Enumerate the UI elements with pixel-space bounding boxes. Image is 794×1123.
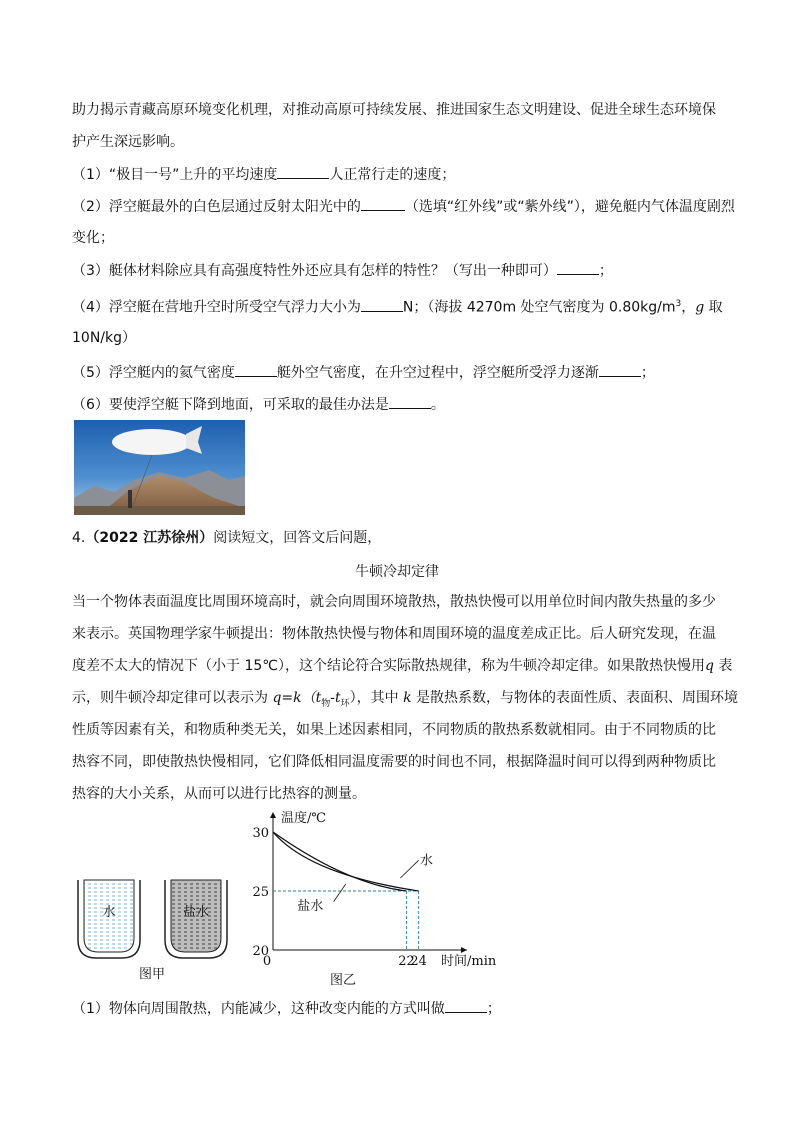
- y-tick-label: 25: [252, 885, 269, 900]
- intro-line-1: [72, 100, 716, 120]
- q4-para-line-5: [72, 720, 716, 740]
- airship-photo: [74, 420, 245, 515]
- figure-jia: [70, 870, 245, 985]
- q3-item-4: [72, 294, 723, 318]
- q3-2-blank[interactable]: [361, 196, 405, 211]
- q3-1-blank[interactable]: [277, 164, 329, 179]
- q4-p3-q: q: [705, 658, 714, 674]
- q4-1-text-b: ；: [486, 1001, 501, 1017]
- q4-para-line-6: [72, 752, 716, 772]
- series-label-water: 水: [419, 853, 433, 869]
- beaker-water: [78, 880, 140, 958]
- q3-3-blank[interactable]: [557, 260, 599, 275]
- beaker-saltwater-label: 盐水: [182, 905, 210, 920]
- beaker-water-label: 水: [102, 905, 116, 920]
- q3-4-g: g: [695, 299, 705, 316]
- q3-5-blank-2[interactable]: [599, 362, 641, 377]
- q4-sub-1: [72, 998, 501, 1019]
- q3-4-text-c: ，: [681, 299, 696, 316]
- q3-5-text-b: 艇外空气密度，在升空过程中，浮空艇所受浮力逐渐: [276, 365, 599, 381]
- x-tick-label: 0: [262, 954, 272, 969]
- q3-4-text-d: 取: [704, 299, 723, 316]
- q4-formula-sub-2: 环: [340, 698, 350, 709]
- q3-item-2: [72, 196, 735, 217]
- saltwater-leader: [334, 884, 346, 902]
- q3-item-6: [72, 394, 445, 415]
- x-tick-label: 24: [410, 954, 427, 969]
- q4-p6: 热容不同，即使散热快慢相同，它们降低相同温度需要的时间也不同，根据降温时间可以得到两种物质比: [72, 754, 716, 770]
- chart-series: [273, 832, 419, 950]
- q3-5-text-a: （5）浮空艇内的氦气密度: [72, 365, 235, 381]
- q3-4-text-b: N；（海拔 4270m 处空气密度为 0.80kg/m: [402, 299, 676, 316]
- q4-p2: 来表示。英国物理学家牛顿提出：物体散热快慢与物体和周围环境的温度差成正比。后人研究发现，在温: [72, 626, 716, 642]
- q3-2-text-b: （选填“红外线”或“紫外线”），避免艇内气体温度剧烈: [404, 199, 735, 215]
- q4-title-text: 牛顿冷却定律: [355, 564, 439, 580]
- q3-2-text-a: （2）浮空艇最外的白色层通过反射太阳光中的: [72, 199, 361, 215]
- q3-3-text-b: ；: [598, 263, 613, 279]
- q4-para-line-3: [72, 656, 732, 676]
- series-line-water: [273, 832, 419, 891]
- q4-p1: 当一个物体表面温度比周围环境高时，就会向周围环境散热，散热快慢可以用单位时间内散失热量的多少: [72, 594, 716, 610]
- q4-number: 4.: [72, 530, 86, 546]
- q3-item-5: [72, 362, 655, 383]
- q4-title: [0, 562, 794, 582]
- q4-p4-k: k: [403, 690, 412, 706]
- cooling-chart: [245, 808, 497, 988]
- intro-text-1: 助力揭示青藏高原环境变化机理，对推动高原可持续发展、推进国家生态文明建设、促进全球生态环境保: [72, 102, 716, 118]
- q4-1-text-a: （1）物体向周围散热，内能减少，这种改变内能的方式叫做: [72, 1001, 445, 1017]
- y-tick-label: 20: [252, 944, 269, 959]
- q3-4-text-e: 10N/kg）: [72, 330, 136, 346]
- q4-lead: 阅读短文，回答文后问题，: [213, 530, 382, 546]
- q4-1-blank[interactable]: [445, 998, 487, 1013]
- q4-p4-c: 是散热系数，与物体的表面性质、表面积、周围环境: [411, 690, 739, 706]
- q4-para-line-1: [72, 592, 716, 612]
- figure-jia-caption: 图甲: [138, 967, 166, 982]
- chart-labels: [252, 810, 496, 988]
- q4-para-line-4: [72, 688, 738, 714]
- q3-item-3: [72, 260, 613, 281]
- q3-item-2-cont: [72, 228, 114, 248]
- q3-5-text-c: ；: [640, 365, 655, 381]
- airship-body: [112, 429, 192, 455]
- x-axis-arrow: [461, 947, 467, 953]
- q3-2-text-c: 变化；: [72, 230, 114, 246]
- series-line-saltwater: [273, 832, 406, 891]
- q4-formula-part-2: -t: [330, 690, 341, 706]
- y-tick-label: 30: [252, 826, 269, 841]
- y-axis-arrow: [270, 812, 276, 818]
- q4-p3: 度差不太大的情况下（小于 15℃），这个结论符合实际散热规律，称为牛顿冷却定律。如果散热快慢用: [72, 658, 705, 674]
- q4-source-tag: （2022 江苏徐州）: [85, 530, 214, 546]
- q4-p3-end: 表: [713, 658, 733, 674]
- q3-item-4-cont: [72, 328, 136, 348]
- q4-header: [72, 528, 381, 548]
- chart-caption: 图乙: [329, 973, 357, 988]
- q4-p4-b: ，其中: [356, 690, 404, 706]
- x-tick-label: 22: [398, 954, 415, 969]
- q3-4-text-a: （4）浮空艇在营地升空时所受空气浮力大小为: [72, 299, 361, 316]
- q3-5-blank-1[interactable]: [235, 362, 277, 377]
- beaker-saltwater: [165, 880, 227, 958]
- q3-4-blank[interactable]: [361, 297, 403, 312]
- y-axis-label: 温度/℃: [281, 811, 326, 826]
- q4-p5: 性质等因素有关，和物质种类无关，如果上述因素相同，不同物质的散热系数就相同。由于不同物质的比: [72, 722, 716, 738]
- q4-formula-part-3: ）: [349, 690, 357, 706]
- x-axis-label: 时间/min: [441, 954, 497, 969]
- intro-text-2: 护产生深远影响。: [72, 134, 184, 150]
- q4-formula-part-1: q=k（t: [272, 690, 322, 706]
- water-leader: [400, 860, 418, 878]
- q4-p4-a: 示，则牛顿冷却定律可以表示为: [72, 690, 273, 706]
- q3-6-text-a: （6）要使浮空艇下降到地面，可采取的最佳办法是: [72, 397, 389, 413]
- q3-1-text-a: （1）“极目一号”上升的平均速度: [72, 167, 278, 183]
- q4-para-line-2: [72, 624, 716, 644]
- q3-item-1: [72, 164, 455, 185]
- q3-6-text-b: 。: [430, 397, 445, 413]
- q3-6-blank[interactable]: [389, 394, 431, 409]
- q3-1-text-b: 人正常行走的速度；: [329, 167, 456, 183]
- q4-formula-sub-1: 物: [321, 698, 331, 709]
- q3-3-text-a: （3）艇体材料除应具有高强度特性外还应具有怎样的特性？（写出一种即可）: [72, 263, 557, 279]
- series-label-saltwater: 盐水: [297, 898, 324, 914]
- q3-4-sup: 3: [675, 299, 682, 309]
- intro-line-2: [72, 132, 184, 152]
- q4-p7: 热容的大小关系，从而可以进行比热容的测量。: [72, 786, 366, 802]
- q4-para-line-7: [72, 784, 366, 804]
